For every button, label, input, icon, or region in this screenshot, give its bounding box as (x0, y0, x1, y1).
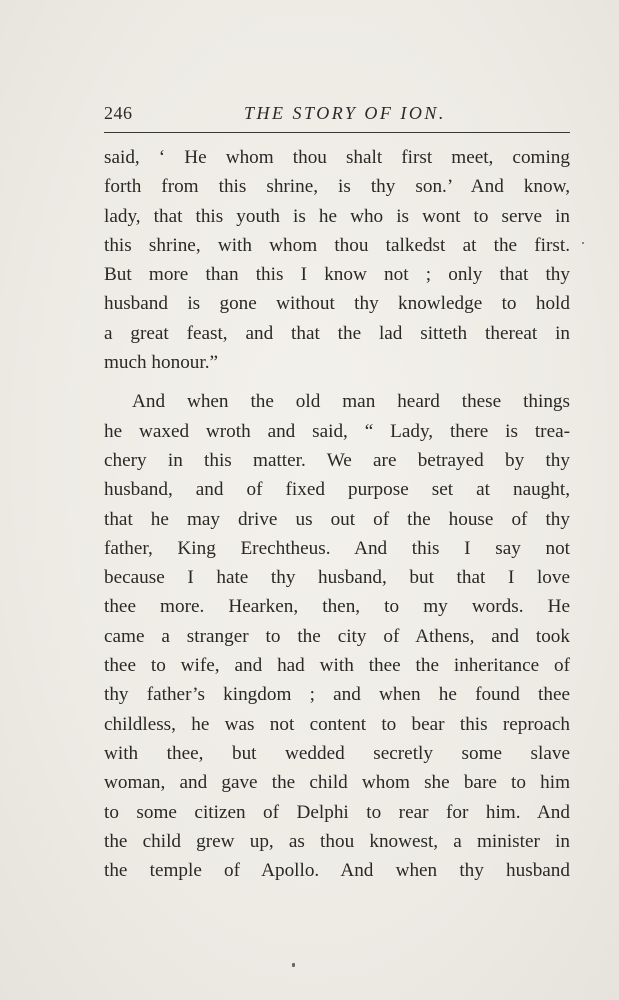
text-line: thee to wife, and had with thee the inheritance of (104, 655, 570, 677)
text-line: much honour.” (104, 352, 219, 374)
text-line: to some citizen of Delphi to rear for him. And (104, 801, 570, 823)
header-rule (104, 132, 570, 133)
text-line: thy father’s kingdom ; and when he found thee (104, 684, 570, 706)
running-header (104, 101, 570, 127)
text-line: husband, and of fixed purpose set at naught, (104, 479, 570, 501)
text-line: lady, that this youth is he who is wont to serve in (104, 205, 570, 227)
page-number: 246 (104, 103, 133, 123)
text-line: because I hate thy husband, but that I love (104, 567, 570, 589)
text-line: thee more. Hearken, then, to my words. He (104, 596, 570, 618)
text-line: father, King Erechtheus. And this I say not (104, 537, 570, 559)
paragraph-1 (104, 143, 570, 377)
text-line: And when the old man heard these things (132, 391, 570, 413)
paragraph-2 (104, 387, 570, 885)
text-line: But more than this I know not ; only that thy (104, 264, 570, 286)
text-line: forth from this shrine, is thy son.’ And know, (104, 176, 570, 198)
text-line: that he may drive us out of the house of thy (104, 508, 570, 530)
text-line: childless, he was not content to bear this reproach (104, 713, 570, 735)
text-line: came a stranger to the city of Athens, and took (104, 625, 570, 647)
ink-speck (292, 963, 295, 967)
text-line: a great feast, and that the lad sitteth thereat in (104, 322, 570, 344)
text-line: this shrine, with whom thou talkedst at the first. (104, 234, 570, 256)
text-line: he waxed wroth and said, “ Lady, there is trea- (104, 420, 570, 442)
paragraph-gap (104, 377, 570, 387)
running-title: THE STORY OF ION. (244, 103, 446, 123)
body-text (104, 143, 570, 885)
text-line: woman, and gave the child whom she bare to him (104, 772, 570, 794)
text-line: the temple of Apollo. And when thy husband (104, 860, 570, 882)
text-line: husband is gone without thy knowledge to hold (104, 293, 570, 315)
ink-speck (582, 242, 584, 244)
text-line: the child grew up, as thou knowest, a minister in (104, 830, 570, 852)
text-line: said, ‘ He whom thou shalt first meet, coming (104, 147, 570, 168)
text-line: chery in this matter. We are betrayed by thy (104, 449, 570, 471)
text-line: with thee, but wedded secretly some slave (104, 742, 570, 764)
